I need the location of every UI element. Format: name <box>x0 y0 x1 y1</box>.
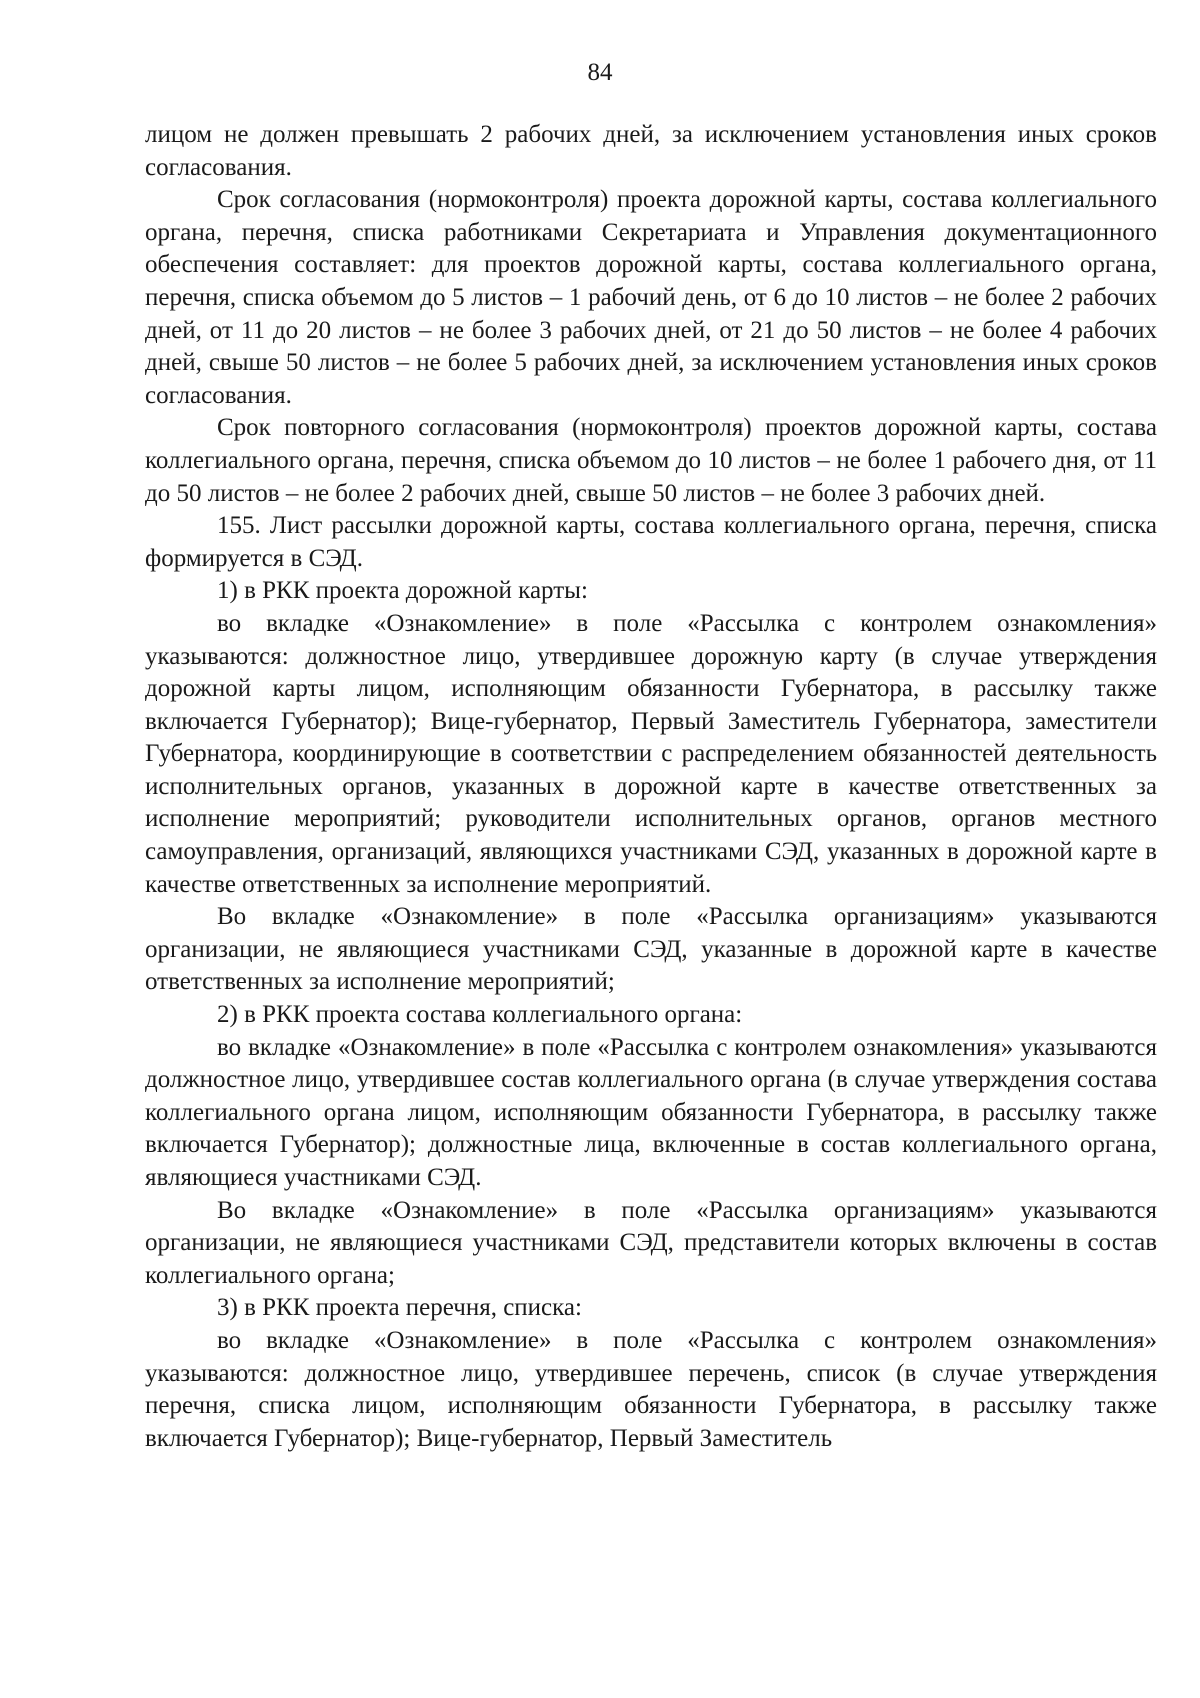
paragraph-subitem-3: 3) в РКК проекта перечня, списка: <box>217 1294 582 1322</box>
paragraph-collegial-distribution: во вкладке «Ознакомление» в поле «Рассылка с контролем ознакомления» указываются должностное лицо, утвердившее состав коллегиального органа (в случае утверждения состава коллегиального органа лицом, исполняющим обязанности Губернатора, в рассылку также включается Губернатор); должностные лица, включенные в состав коллегиального органа, являющиеся участниками СЭД. <box>145 1033 1157 1191</box>
paragraph-list-distribution: во вкладке «Ознакомление» в поле «Рассылка с контролем ознакомления» указываются: должностное лицо, утвердившее перечень, список (в случае утверждения перечня, списка лицом, исполняющим обязанности Губернатора, в рассылку также включается Губернатор); Вице-губернатор, Первый Заместитель <box>145 1326 1157 1452</box>
paragraph-subitem-2: 2) в РКК проекта состава коллегиального органа: <box>217 1001 743 1029</box>
document-body <box>145 119 1157 1455</box>
paragraph-subitem-1: 1) в РКК проекта дорожной карты: <box>217 577 588 605</box>
page-number: 84 <box>587 59 613 86</box>
paragraph-continuation: лицом не должен превышать 2 рабочих дней, за исключением установления иных сроков согласования. <box>145 121 1157 181</box>
paragraph-collegial-organizations: Во вкладке «Ознакомление» в поле «Рассылка организациям» указываются организации, не являющиеся участниками СЭД, представители которых включены в состав коллегиального органа; <box>145 1196 1157 1289</box>
paragraph-approval-term: Срок согласования (нормоконтроля) проекта дорожной карты, состава коллегиального органа, перечня, списка работниками Секретариата и Управления документационного обеспечения составляет: для проектов дорожной карты, состава коллегиального органа, перечня, списка объемом до 5 листов – 1 рабочий день, от 6 до 10 листов – не более 2 рабочих дней, от 11 до 20 листов – не более 3 рабочих дней, от 21 до 50 листов – не более 4 рабочих дней, свыше 50 листов – не более 5 рабочих дней, за исключением установления иных сроков согласования. <box>145 186 1157 409</box>
paragraph-roadmap-distribution: во вкладке «Ознакомление» в поле «Рассылка с контролем ознакомления» указываются: должностное лицо, утвердившее дорожную карту (в случае утверждения дорожной карты лицом, исполняющим обязанности Губернатора, в рассылку также включается Губернатор); Вице-губернатор, Первый Заместитель Губернатора, заместители Губернатора, координирующие в соответствии с распределением обязанностей деятельность исполнительных органов, указанных в дорожной карте в качестве ответственных за исполнение мероприятий; руководители исполнительных органов, органов местного самоуправления, организаций, являющихся участниками СЭД, указанных в дорожной карте в качестве ответственных за исполнение мероприятий. <box>145 609 1157 898</box>
paragraph-roadmap-organizations: Во вкладке «Ознакомление» в поле «Рассылка организациям» указываются организации, не являющиеся участниками СЭД, указанные в дорожной карте в качестве ответственных за исполнение мероприятий; <box>145 903 1157 996</box>
paragraph-repeat-approval-term: Срок повторного согласования (нормоконтроля) проектов дорожной карты, состава коллегиального органа, перечня, списка объемом до 10 листов – не более 1 рабочего дня, от 11 до 50 листов – не более 2 рабочих дней, свыше 50 листов – не более 3 рабочих дней. <box>145 414 1157 507</box>
paragraph-item-155: 155. Лист рассылки дорожной карты, состава коллегиального органа, перечня, списка формируется в СЭД. <box>145 512 1157 572</box>
